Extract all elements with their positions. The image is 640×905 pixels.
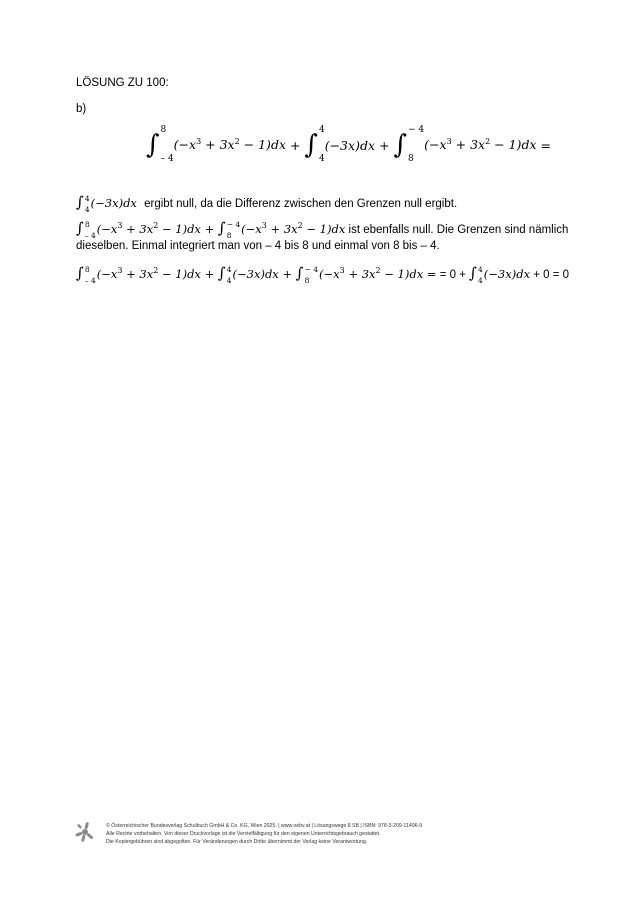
explanation-text-2: ist ebenfalls null. Die Grenzen sind nämlich bbox=[348, 224, 569, 236]
footer-line-2: Alle Rechte vorbehalten. Von dieser Druckvorlage ist die Vervielfältigung für den eigenen Unterrichtsgebrauch gestattet. bbox=[106, 831, 381, 837]
footer-line-3: Die Kopiergebühren sind abgegolten. Für Veränderungen durch Dritte übernimmt der Verlag keine Verantwortung. bbox=[106, 839, 368, 845]
footer-line-1: © Österreichischer Bundesverlag Schulbuch GmbH & Co. KG, Wien 2025. | www.oebv.at | Lösungswege 8 SB | ISBN: 978-3-209-11496-9 bbox=[106, 823, 423, 829]
explanation-line-1: ∫ 4 4 (−3x)dx ergibt null, da die Differenz zwischen den Grenzen null ergibt. bbox=[76, 193, 458, 214]
part-label: b) bbox=[76, 103, 87, 115]
explanation-text-2-continued: dieselben. Einmal integriert man von – 4 bis 8 und einmal von 8 bis – 4. bbox=[76, 240, 440, 252]
explanation-text-1: ergibt null, da die Differenz zwischen den Grenzen null ergibt. bbox=[144, 198, 458, 210]
footer bbox=[106, 822, 422, 846]
solution-heading: LÖSUNG ZU 100: bbox=[76, 77, 169, 89]
oebv-logo-icon bbox=[74, 821, 96, 843]
explanation-line-2: ∫ 8 – 4 $(-x^3 + 3x^2 - 1)dx$ + ∫ − 4 8 $(-x^3 + 3x^2 - 1)dx$ ist ebenfalls null. Die Grenzen sind nämlich bbox=[76, 219, 569, 240]
main-integral-expression: ∫ 8 – 4 $(-x^3 + 3x^2 - 1)dx$ + ∫ 4 4 (−3x)dx + ∫ − 4 8 $(-x^3 + 3x^2 - 1)dx$ = bbox=[146, 125, 551, 164]
result-line: ∫ 8 – 4 $(-x^3 + 3x^2 - 1)dx$ + ∫ 4 4 (−3x)dx + ∫ − 4 8 $(-x^3 + 3x^2 - 1)dx$ = = 0 + ∫ 4 4 (−3x)dx + 0 = 0 bbox=[76, 264, 570, 285]
result-end: + 0 = 0 bbox=[533, 269, 570, 281]
result-zero-plus: = 0 + bbox=[439, 269, 466, 281]
